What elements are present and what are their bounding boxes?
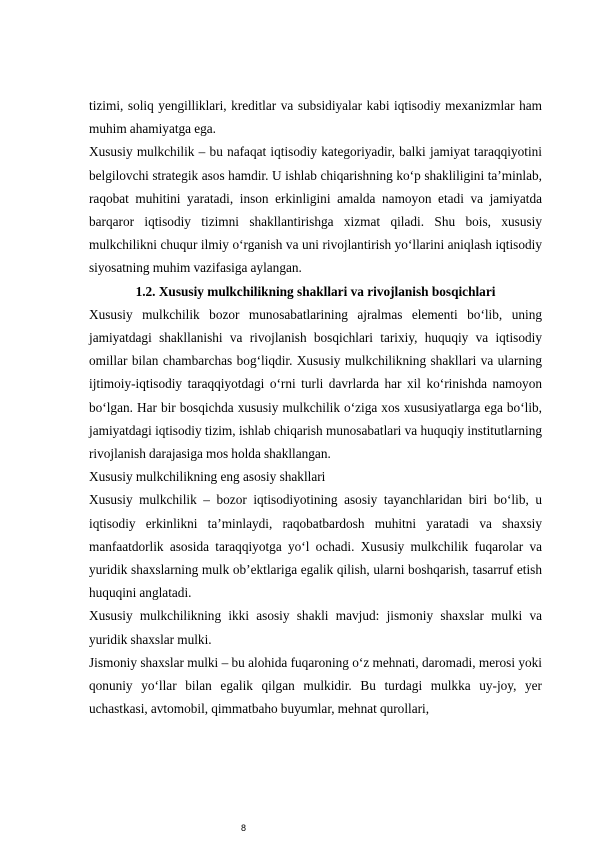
document-page [89,94,542,720]
paragraph-market-relations: Xususiy mulkchilik bozor munosabatlarining ajralmas elementi bo‘lib, uning jamiyatdagi shakllanishi va rivojlanish bosqichlari tarixiy, huquqiy va iqtisodiy omillar bilan chambarchas bog‘liqdir. Xususiy mulkchilikning shakllari va ularning ijtimoiy-iqtisodiy taraqqiyotdagi o‘rni turli davrlarda har xil ko‘rinishda namoyon bo‘lgan. Har bir bosqichda xususiy mulkchilik o‘ziga xos xususiyatlarga ega bo‘lib, jamiyatdagi iqtisodiy tizim, ishlab chiqarish munosabatlari va huquqiy institutlarning rivojlanish darajasiga mos holda shakllangan. [89,306,542,462]
section-heading: 1.2. Xususiy mulkchilikning shakllari va rivojlanish bosqichlari [135,283,496,299]
paragraph-market-pillar: Xususiy mulkchilik – bozor iqtisodiyotining asosiy tayanchlaridan biri bo‘lib, u iqtisodiy erkinlikni ta’minlaydi, raqobatbardosh muhitni yaratadi va shaxsiy manfaatdorlik asosida taraqqiyotga yo‘l ochadi. Xususiy mulkchilik fuqarolar va yuridik shaxslarning mulk ob’ektlariga egalik qilish, ularni boshqarish, tasarruf etish huquqini anglatadi. [89,492,542,601]
paragraph-individual-property: Jismoniy shaxslar mulki – bu alohida fuqaroning o‘z mehnati, daromadi, merosi yoki qonuniy yo‘llar bilan egalik qilgan mulkidir. Bu turdagi mulkka uy-joy, yer uchastkasi, avtomobil, qimmatbaho buyumlar, mehnat qurollari, [89,654,542,717]
paragraph-continuation: tizimi, soliq yengilliklari, kreditlar va subsidiyalar kabi iqtisodiy mexanizmlar ham muhim ahamiyatga ega. [89,98,542,137]
paragraph-two-forms: Xususiy mulkchilikning ikki asosiy shakli mavjud: jismoniy shaxslar mulki va yuridik shaxslar mulki. [89,608,542,647]
page-number: 8 [241,823,247,833]
paragraph-private-ownership-strategic [89,140,542,279]
subheading-main-forms: Xususiy mulkchilikning eng asosiy shakllari [89,469,326,485]
paragraph-text: Xususiy mulkchilik – bu nafaqat iqtisodiy kategoriyadir, balki jamiyat taraqqiyotini belgilovchi strategik asos hamdir. U ishlab chiqarishning ko‘p shakliligini ta’minlab, raqobat muhitini yaratadi, inson erkinligini amalda namoyon etadi va jamiyatda barqaror iqtisodiy tizimni shakllantirishga xizmat qiladi. Shu bois, xususiy mulkchilikni chuqur ilmiy o‘rganish va uni rivojlantirish yo‘llarini aniqlash iqtisodiy siyosatning muhim vazifasiga aylangan. [89,144,542,276]
